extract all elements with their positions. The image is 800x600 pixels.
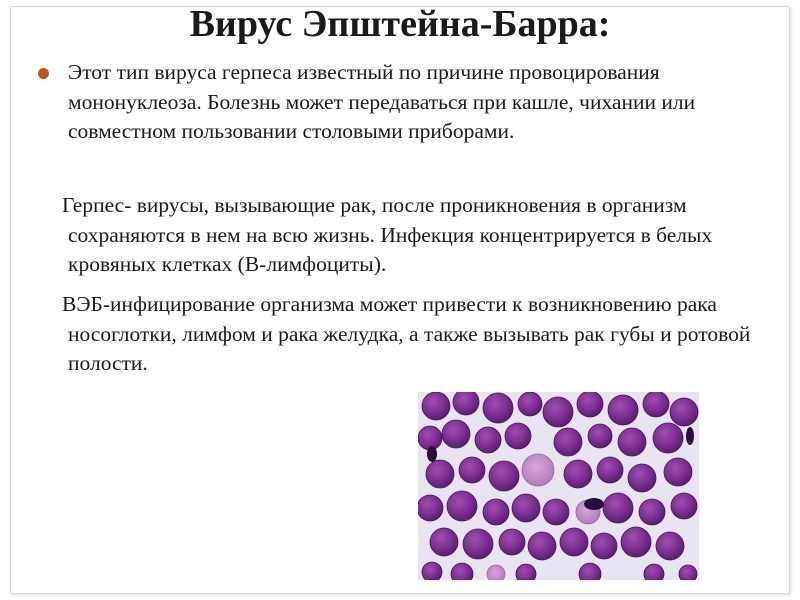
paragraph-cancer-risk: ВЭБ-инфицирование организма может привести к возникновению рака носоглотки, лимфом и рака желудка, а также вызывать рак губы и ротовой полости. <box>62 292 751 375</box>
paragraph-lymphocytes: Герпес- вирусы, вызывающие рак, после проникновения в организм сохраняются в нем на всю жизнь. Инфекция концентрируется в белых кровяных клетках (В-лимфоциты). <box>62 193 713 276</box>
slide-title: Вирус Эпштейна-Барра: <box>189 3 611 45</box>
micrograph-cells-image <box>418 392 699 580</box>
paragraph-mononucleosis: Этот тип вируса герпеса известный по причине провоцирования мононуклеоза. Болезнь может передаваться при кашле, чихании или совместном пользовании столовыми приборами. <box>68 60 696 143</box>
bullet-icon <box>38 68 49 79</box>
